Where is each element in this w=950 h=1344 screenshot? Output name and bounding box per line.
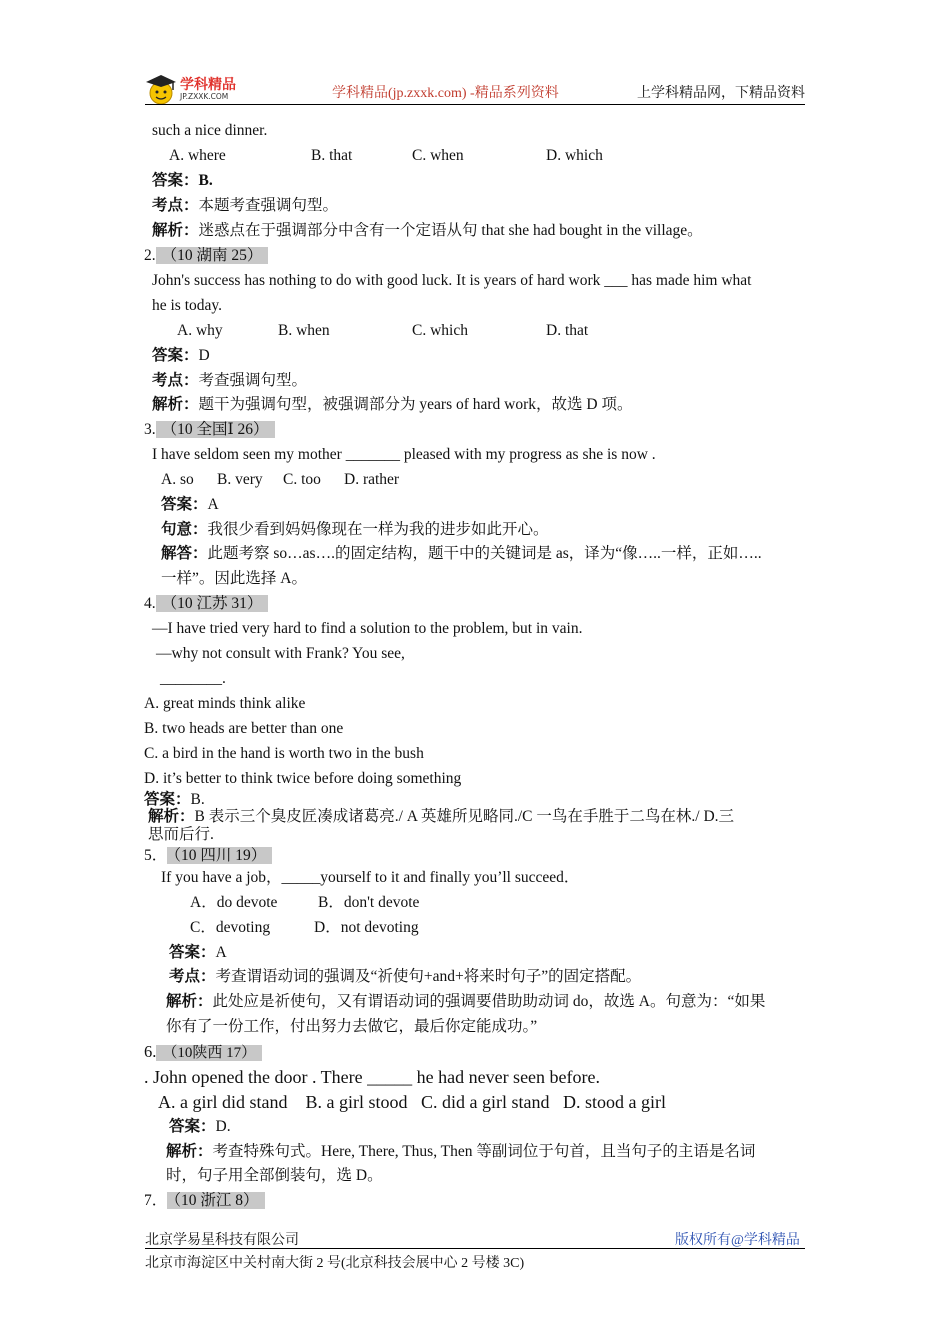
point-line xyxy=(169,967,641,987)
analysis-line xyxy=(148,808,734,826)
answer-line xyxy=(161,495,219,515)
option-d: D. rather xyxy=(344,471,400,488)
question-number: 5． xyxy=(144,847,168,864)
answer-label: 答案： xyxy=(169,1118,216,1135)
option-c: C. which xyxy=(412,322,468,339)
explain-text: 此题考察 so…as….的固定结构，题干中的关键词是 as，译为“像…..一样，正如….. xyxy=(207,545,762,562)
option-a: A. great minds think alike xyxy=(144,695,306,712)
source-tag: （10 四川 19） xyxy=(167,847,272,864)
option-d: D. that xyxy=(546,322,589,339)
answer-label: 答案： xyxy=(152,172,199,189)
analysis-line-cont: 时，句子用全部倒装句，选 D。 xyxy=(166,1167,383,1184)
explain-line-cont: 一样”。因此选择 A。 xyxy=(161,570,307,587)
question-number: 7． xyxy=(144,1192,168,1209)
dialogue-line-1: —I have tried very hard to find a solution to the problem, but in vain. xyxy=(152,620,583,637)
point-label: 考点： xyxy=(152,372,199,389)
dialogue-line-2: —why not consult with Frank? You see, xyxy=(156,645,405,662)
option-c: C．devoting xyxy=(190,919,271,936)
analysis-text: 迷惑点在于强调部分中含有一个定语从句 that she had bought in the village。 xyxy=(198,222,703,239)
answer-line xyxy=(144,790,205,810)
explain-line xyxy=(161,544,762,564)
option-b: B. that xyxy=(311,147,353,164)
question-stem: John's success has nothing to do with good luck. It is years of hard work ___ has made him what xyxy=(152,272,752,289)
question-number: 2. xyxy=(144,247,156,264)
option-c: C. a bird in the hand is worth two in the bush xyxy=(144,745,424,762)
analysis-text: 此处应是祈使句，又有谓语动词的强调要借助助动词 do，故选 A。句意为：“如果 xyxy=(212,993,766,1010)
option-d: D. it’s better to think twice before doing something xyxy=(144,770,462,787)
answer-value: B. xyxy=(198,172,213,189)
option-c: C. too xyxy=(283,471,321,488)
analysis-line xyxy=(152,395,632,415)
source-tag: （10 湖南 25） xyxy=(156,247,269,264)
blank-line: ________. xyxy=(160,670,226,687)
footer-divider xyxy=(145,1248,805,1249)
answer-label: 答案： xyxy=(152,347,199,364)
question-heading xyxy=(144,594,268,614)
question-heading xyxy=(144,1041,262,1064)
analysis-line xyxy=(166,1142,755,1162)
option-b: B. two heads are better than one xyxy=(144,720,344,737)
analysis-text: B 表示三个臭皮匠凑成诸葛亮./ A 英雄所见略同./C 一鸟在手胜于二鸟在林./ D.三 xyxy=(194,808,735,825)
answer-line xyxy=(169,943,227,963)
logo-subtext: JP.ZXXK.COM xyxy=(180,92,229,101)
option-a: A. so xyxy=(161,471,194,488)
question-number: 6. xyxy=(144,1042,157,1061)
analysis-text: 题干为强调句型，被强调部分为 years of hard work，故选 D 项。 xyxy=(198,396,633,413)
answer-line xyxy=(152,171,213,191)
logo-mascot-icon xyxy=(143,72,179,106)
point-line xyxy=(152,371,307,391)
analysis-line-cont: 你有了一份工作，付出努力去做它，最后你定能成功。” xyxy=(166,1018,538,1035)
answer-value: A xyxy=(207,496,219,513)
meaning-text: 我很少看到妈妈像现在一样为我的进步如此开心。 xyxy=(207,521,549,538)
header-site-text: 学科精品(jp.zxxk.com) -精品系列资料 xyxy=(332,86,559,101)
analysis-label: 解析： xyxy=(148,808,195,825)
question-stem: such a nice dinner. xyxy=(152,122,268,139)
point-label: 考点： xyxy=(152,197,199,214)
analysis-label: 解析： xyxy=(166,1143,213,1160)
logo-text: 学科精品 xyxy=(180,77,236,93)
point-label: 考点： xyxy=(169,968,216,985)
question-number: 3. xyxy=(144,421,156,438)
option-a: A．do devote xyxy=(190,894,278,911)
point-line xyxy=(152,196,338,216)
analysis-line-cont: 思而后行. xyxy=(148,826,214,843)
point-text: 考查谓语动词的强调及“祈使句+and+将来时句子”的固定搭配。 xyxy=(215,968,642,985)
answer-value: D. xyxy=(215,1118,231,1135)
option-a: A. why xyxy=(177,322,223,339)
footer-company: 北京学易星科技有限公司 xyxy=(145,1233,299,1248)
answer-label: 答案： xyxy=(144,791,191,808)
footer-copyright: 版权所有@学科精品 xyxy=(675,1233,800,1248)
option-b: B. very xyxy=(217,471,263,488)
source-tag: （10 浙江 8） xyxy=(167,1192,264,1209)
question-heading xyxy=(144,1191,265,1211)
question-number: 4. xyxy=(144,595,156,612)
source-tag: （10 江苏 31） xyxy=(156,595,269,612)
answer-label: 答案： xyxy=(169,944,216,961)
question-heading xyxy=(144,246,268,266)
option-c: C. when xyxy=(412,147,464,164)
options-line: A. a girl did stand B. a girl stood C. did a girl stand D. stood a girl xyxy=(158,1092,666,1112)
explain-label: 解答： xyxy=(161,545,208,562)
option-b: B．don't devote xyxy=(318,894,420,911)
meaning-label: 句意： xyxy=(161,521,208,538)
analysis-label: 解析： xyxy=(152,396,199,413)
option-a: A. where xyxy=(169,147,226,164)
analysis-text: 考查特殊句式。Here, There, Thus, Then 等副词位于句首，且当句子的主语是名词 xyxy=(212,1143,756,1160)
answer-label: 答案： xyxy=(161,496,208,513)
source-tag: （10 全国Ⅰ 26） xyxy=(156,421,275,438)
header-slogan: 上学科精品网，下精品资料 xyxy=(637,86,805,101)
option-d: D．not devoting xyxy=(314,919,419,936)
source-tag: （10陕西 17） xyxy=(156,1045,262,1061)
answer-line xyxy=(169,1117,231,1137)
question-stem-cont: he is today. xyxy=(152,297,223,314)
answer-line xyxy=(152,346,210,366)
header-divider xyxy=(145,104,805,105)
analysis-label: 解析： xyxy=(166,993,213,1010)
analysis-label: 解析： xyxy=(152,222,199,239)
logo xyxy=(143,72,238,106)
answer-value: A xyxy=(215,944,227,961)
point-text: 考查强调句型。 xyxy=(198,372,308,389)
option-b: B. when xyxy=(278,322,330,339)
option-d: D. which xyxy=(546,147,603,164)
meaning-line xyxy=(161,520,549,540)
answer-value: D xyxy=(198,347,210,364)
footer-address: 北京市海淀区中关村南大街 2 号(北京科技会展中心 2 号楼 3C) xyxy=(145,1256,525,1271)
question-stem: I have seldom seen my mother _______ pleased with my progress as she is now . xyxy=(152,446,656,463)
analysis-line xyxy=(166,992,765,1012)
analysis-line xyxy=(152,221,703,241)
answer-value: B. xyxy=(190,791,205,808)
point-text: 本题考查强调句型。 xyxy=(198,197,339,214)
question-stem: If you have a job，_____yourself to it and finally you’ll succeed． xyxy=(161,869,580,886)
question-heading xyxy=(144,420,275,440)
question-stem: . John opened the door . There _____ he had never seen before. xyxy=(144,1067,601,1087)
question-heading xyxy=(144,846,272,866)
